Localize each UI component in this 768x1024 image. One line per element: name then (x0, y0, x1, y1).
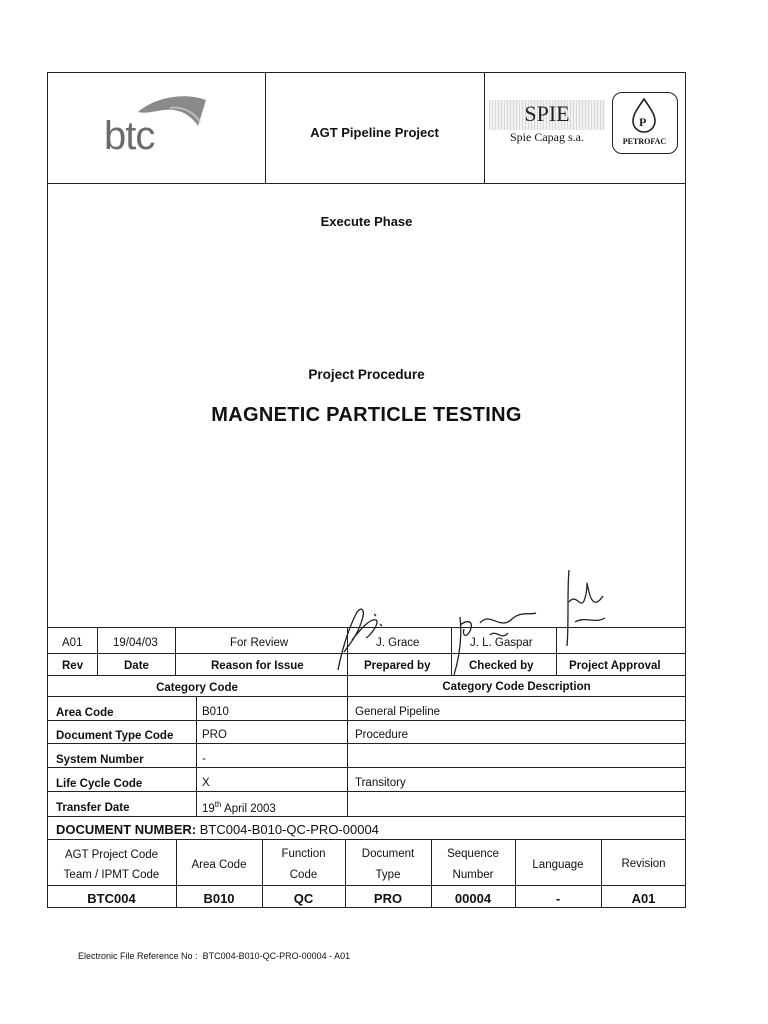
team-ipmt-code-header: Team / IPMT Code (63, 869, 160, 881)
header-col-divider-2 (484, 72, 485, 183)
cat-line-2 (47, 743, 686, 744)
cat-line-0 (47, 696, 686, 697)
project-name: AGT Pipeline Project (310, 125, 439, 140)
petrofac-text: PETROFAC (622, 137, 667, 146)
electronic-file-reference (78, 951, 350, 961)
function-code-header: Code (289, 869, 318, 881)
date-header: Date (124, 660, 149, 672)
cat-line-1 (47, 720, 686, 721)
agt-project-code-header: AGT Project Code (64, 849, 159, 861)
doc-type-label: Project Procedure (308, 367, 425, 382)
checked-by-value: J. L. Gaspar (470, 637, 533, 649)
transfer-date-day: 19 (202, 802, 215, 815)
area-code-desc: General Pipeline (355, 706, 441, 718)
rev-date-value: 19/04/03 (113, 637, 158, 649)
area-code-header: Area Code (191, 859, 247, 871)
transfer-date-rest: April 2003 (221, 802, 276, 815)
category-code-header: Category Code (156, 682, 238, 694)
doc-number-line (47, 839, 686, 840)
transfer-date-value (202, 800, 276, 815)
life-cycle-code-desc: Transitory (355, 777, 406, 789)
spie-logo-text: SPIE (524, 101, 570, 126)
transfer-date-label: Transfer Date (56, 802, 130, 814)
document-number (56, 822, 379, 837)
document-number-label: DOCUMENT NUMBER: (56, 822, 197, 837)
system-number-label: System Number (56, 754, 144, 766)
category-desc-header: Category Code Description (442, 681, 591, 693)
header-divider (47, 183, 686, 184)
language-header: Language (532, 859, 584, 871)
petrofac-drop-icon (613, 95, 676, 135)
cat-col-1 (196, 696, 197, 816)
svg-text:P: P (639, 115, 647, 129)
reason-header: Reason for Issue (211, 660, 304, 672)
transfer-date-suffix: th (214, 800, 222, 809)
btc-logo (100, 92, 210, 162)
document-title: MAGNETIC PARTICLE TESTING (211, 404, 522, 426)
prepared-by-header: Prepared by (364, 660, 431, 672)
checked-by-header: Checked by (469, 660, 534, 672)
system-number-value: - (202, 753, 206, 765)
rev-col-2 (175, 627, 176, 675)
doc-type-code-label: Document Type Code (56, 730, 174, 742)
file-reference-label: Electronic File Reference No : (78, 951, 198, 961)
language-value: - (555, 891, 561, 906)
agt-project-code-value: BTC004 (87, 891, 136, 906)
area-code-label: Area Code (56, 707, 114, 719)
doc-type-code-desc: Procedure (355, 729, 409, 741)
prepared-by-value: J. Grace (376, 637, 420, 649)
document-type-header: Type (375, 869, 401, 881)
approval-header: Project Approval (569, 660, 661, 672)
spie-logo (489, 98, 605, 154)
cat-line-4 (47, 791, 686, 792)
petrofac-logo (612, 92, 678, 154)
rev-value: A01 (62, 637, 83, 649)
document-header: Document (361, 848, 415, 860)
sequence-header: Sequence (447, 848, 499, 860)
signature-grace-icon (330, 600, 390, 675)
function-code-value: QC (293, 891, 314, 906)
revision-value: A01 (631, 891, 656, 906)
cat-line-3 (47, 767, 686, 768)
life-cycle-code-label: Life Cycle Code (56, 778, 143, 790)
file-reference-value: BTC004-B010-QC-PRO-00004 - A01 (202, 951, 351, 961)
rev-reason-value: For Review (230, 637, 289, 649)
revision-bottom-line (47, 675, 686, 676)
sequence-number-value: 00004 (454, 891, 492, 906)
revision-header: Revision (621, 858, 666, 870)
area-code-cell-value: B010 (203, 891, 235, 906)
doc-type-code-value: PRO (202, 729, 227, 741)
rev-header: Rev (62, 660, 84, 672)
document-type-value: PRO (373, 891, 403, 906)
life-cycle-code-value: X (202, 777, 210, 789)
signature-approval-icon (555, 562, 615, 652)
function-header: Function (281, 848, 326, 860)
area-code-value: B010 (202, 706, 229, 718)
signature-gaspar-icon (440, 605, 540, 680)
phase-label: Execute Phase (320, 214, 413, 229)
btc-logo-text: btc (104, 114, 155, 158)
rev-col-1 (97, 627, 98, 675)
cat-line-5 (47, 816, 686, 817)
spie-subtitle: Spie Capag s.a. (510, 130, 584, 144)
cat-col-2 (347, 696, 348, 816)
code-table-mid-line (47, 885, 686, 886)
document-number-value: BTC004-B010-QC-PRO-00004 (196, 822, 379, 837)
sequence-number-header: Number (452, 869, 494, 881)
